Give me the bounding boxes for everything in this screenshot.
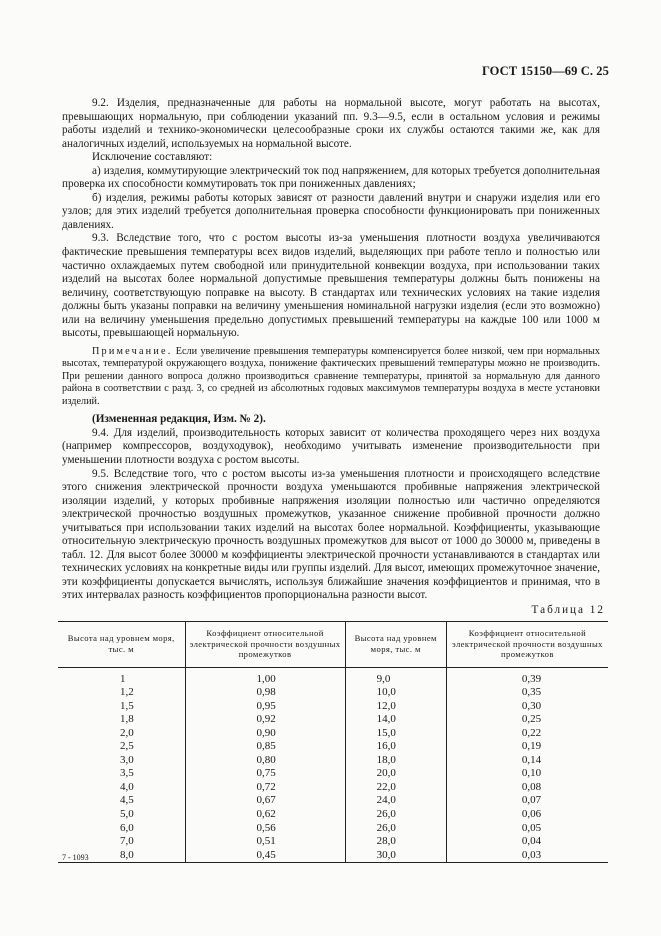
coefficient-cell: 0,05 bbox=[446, 822, 608, 836]
table-row bbox=[58, 781, 608, 795]
table-header-row bbox=[58, 622, 608, 668]
header-altitude-1: Высота над уровнем моря, тыс. м bbox=[58, 622, 185, 668]
coefficient-cell: 0,92 bbox=[185, 713, 345, 727]
coefficient-cell: 0,90 bbox=[185, 727, 345, 741]
altitude-cell: 26,0 bbox=[345, 808, 446, 822]
coefficient-cell: 0,19 bbox=[446, 740, 608, 754]
footer-mark: 7 - 1093 bbox=[62, 853, 89, 862]
altitude-cell: 15,0 bbox=[345, 727, 446, 741]
exception-heading: Исключение составляют: bbox=[92, 151, 213, 164]
coefficient-cell: 0,98 bbox=[185, 686, 345, 700]
table-row bbox=[58, 713, 608, 727]
altitude-cell: 26,0 bbox=[345, 822, 446, 836]
paragraph-9-5: 9.5. Вследствие того, что с ростом высоты из-за уменьшения плотности и происходящего вследствие этого снижения электрической прочности воздуха уменьшаются пробивные напряжения электрической изоляции изделий, у которых пробивные напряжения изоляции полностью или частично определяются электрической прочностью воздушных промежутков, указанное снижение пробивной прочности должно учитываться при использовании таких изделий на высотах более нормальной. Коэффициенты, указывающие относительную электрическую прочность воздушных промежутков для высот от 1000 до 30000 м, приведены в табл. 12. Для высот более 30000 м коэффициенты электрической прочности устанавливаются в стандартах или технических условиях на конкретные виды или группы изделий. Для высот, имеющих промежуточное значение, эти коэффициенты допускается вычислять, используя ближайшие значения коэффициентов и принимая, что в этих интервалах разность коэффициентов пропорциональна разности высот. bbox=[62, 467, 600, 602]
paragraph-9-4: 9.4. Для изделий, производительность которых зависит от количества проходящего через них воздуха (например компрессоров, воздуходувок), необходимо учитывать изменение производительности при уменьшении плотности воздуха с ростом высоты. bbox=[62, 426, 600, 466]
altitude-cell: 7,0 bbox=[120, 835, 134, 848]
coefficient-cell: 1,00 bbox=[185, 667, 345, 686]
coefficient-cell: 0,80 bbox=[185, 754, 345, 768]
table-row bbox=[58, 822, 608, 836]
altitude-cell: 10,0 bbox=[345, 686, 446, 700]
coefficient-cell: 0,56 bbox=[185, 822, 345, 836]
altitude-cell: 3,5 bbox=[120, 767, 134, 780]
table-row bbox=[58, 700, 608, 714]
altitude-cell: 1,5 bbox=[120, 699, 134, 712]
coefficient-cell: 0,04 bbox=[446, 835, 608, 849]
altitude-cell: 22,0 bbox=[345, 781, 446, 795]
page-header: ГОСТ 15150—69 С. 25 bbox=[481, 64, 609, 78]
altitude-cell: 3,0 bbox=[120, 753, 134, 766]
coefficient-cell: 0,85 bbox=[185, 740, 345, 754]
altitude-cell: 1,8 bbox=[120, 713, 134, 726]
table-row bbox=[58, 794, 608, 808]
table-row bbox=[58, 835, 608, 849]
altitude-cell: 20,0 bbox=[345, 767, 446, 781]
altitude-cell: 1,2 bbox=[120, 686, 134, 699]
exception-item-a: а) изделия, коммутирующие электрический ток под напряжением, для которых требуется дополнительная проверка их способности коммутировать ток при пониженных давлениях; bbox=[62, 164, 600, 191]
altitude-cell: 4,5 bbox=[120, 794, 134, 807]
header-coefficient-1: Коэффициент относительной электрической прочности воздушных промежутков bbox=[185, 622, 345, 668]
header-altitude-2: Высота над уровнем моря, тыс. м bbox=[345, 622, 446, 668]
altitude-cell: 2,0 bbox=[120, 726, 134, 739]
note bbox=[62, 346, 600, 409]
coefficient-cell: 0,14 bbox=[446, 754, 608, 768]
coefficient-cell: 0,39 bbox=[446, 667, 608, 686]
coefficient-cell: 0,07 bbox=[446, 794, 608, 808]
altitude-cell: 14,0 bbox=[345, 713, 446, 727]
coefficient-cell: 0,08 bbox=[446, 781, 608, 795]
table-body bbox=[58, 667, 608, 863]
table-row bbox=[58, 740, 608, 754]
paragraph-9-2: 9.2. Изделия, предназначенные для работы на нормальной высоте, могут работать на высотах, превышающих нормальную, при соблюдении указаний пп. 9.3—9.5, если в остальном условия и режимы работы изделий и технико-экономически целесообразные сроки их службы остаются такими же, как для аналогичных изделий, используемых на нормальной высоте. bbox=[62, 97, 600, 150]
revision-note: (Измененная редакция, Изм. № 2). bbox=[92, 413, 266, 426]
altitude-cell: 6,0 bbox=[120, 821, 134, 834]
altitude-cell: 18,0 bbox=[345, 754, 446, 768]
table-row bbox=[58, 754, 608, 768]
coefficient-cell: 0,51 bbox=[185, 835, 345, 849]
altitude-cell: 9,0 bbox=[345, 667, 446, 686]
table-row bbox=[58, 686, 608, 700]
coefficient-cell: 0,67 bbox=[185, 794, 345, 808]
table-row bbox=[58, 808, 608, 822]
note-text: Если увеличение превышения температуры компенсируется более низкой, чем при нормальных высотах, температурой окружающего воздуха, понижение фактических превышений температуры можно не производить. При решении данного вопроса должно производиться сравнение температуры, принятой за нормальную для данного района в соответствии с разд. 3, со средней из абсолютных годовых максимумов температуры воздуха в месте установки изделий. bbox=[62, 345, 600, 407]
coefficient-cell: 0,30 bbox=[446, 700, 608, 714]
coefficient-cell: 0,22 bbox=[446, 727, 608, 741]
altitude-cell: 8,0 bbox=[120, 848, 134, 861]
table-row bbox=[58, 667, 608, 686]
table-caption: Таблица 12 bbox=[531, 604, 605, 616]
altitude-cell: 24,0 bbox=[345, 794, 446, 808]
note-label: Примечание. bbox=[92, 345, 173, 357]
coefficient-cell: 0,72 bbox=[185, 781, 345, 795]
header-coefficient-2: Коэффициент относительной электрической прочности воздушных промежутков bbox=[446, 622, 608, 668]
coefficient-cell: 0,95 bbox=[185, 700, 345, 714]
coefficient-cell: 0,75 bbox=[185, 767, 345, 781]
coefficient-cell: 0,35 bbox=[446, 686, 608, 700]
coefficient-cell: 0,62 bbox=[185, 808, 345, 822]
coefficient-cell: 0,06 bbox=[446, 808, 608, 822]
coefficient-cell: 0,03 bbox=[446, 849, 608, 863]
altitude-cell: 28,0 bbox=[345, 835, 446, 849]
altitude-cell: 30,0 bbox=[345, 849, 446, 863]
exception-item-b: б) изделия, режимы работы которых зависят от разности давлений внутри и снаружи изделия или его узлов; для этих изделий требуется дополнительная проверка способности функционировать при пониженных давлениях. bbox=[62, 191, 600, 231]
coefficient-cell: 0,25 bbox=[446, 713, 608, 727]
body-text bbox=[62, 97, 600, 603]
table-row bbox=[58, 727, 608, 741]
paragraph-9-3: 9.3. Вследствие того, что с ростом высоты из-за уменьшения плотности воздуха увеличиваются фактические превышения температуры всех видов изделий, выделяющих при работе тепло и полностью или частично охлаждаемых путем свободной или принудительной конвекции воздуха, при использовании таких изделий на высотах более нормальной допустимые превышения температуры должны быть понижены на величину, соответствующую поправке на высоту. В стандартах или технических условиях на такие изделия должны быть указаны поправки на величину уменьшения номинальной нагрузки изделия (если это возможно) или на величину уменьшения предельно допустимых превышений температуры на каждые 100 или 1000 м высоты, превышающей нормальную. bbox=[62, 232, 600, 340]
coefficient-cell: 0,45 bbox=[185, 849, 345, 863]
altitude-cell: 4,0 bbox=[120, 780, 134, 793]
altitude-cell: 12,0 bbox=[345, 700, 446, 714]
altitude-cell: 16,0 bbox=[345, 740, 446, 754]
altitude-cell: 2,5 bbox=[120, 740, 134, 753]
data-table bbox=[58, 621, 608, 863]
altitude-cell: 1 bbox=[120, 672, 126, 685]
table-row bbox=[58, 767, 608, 781]
table-row bbox=[58, 849, 608, 863]
coefficient-cell: 0,10 bbox=[446, 767, 608, 781]
altitude-cell: 5,0 bbox=[120, 807, 134, 820]
